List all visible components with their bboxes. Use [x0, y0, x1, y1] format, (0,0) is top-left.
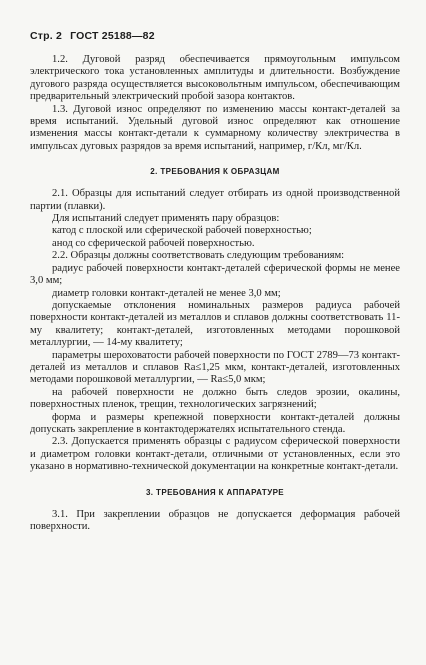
page-header	[30, 30, 400, 42]
paragraph-roughness: параметры шероховатости рабочей поверхности по ГОСТ 2789—73 контакт-деталей из металлов и сплавов Ra≤1,25 мкм, контакт-деталей, изготовленных методами порошковой металлургии, — Ra≤5,0 мкм;	[30, 349, 400, 386]
section-3-title: 3. ТРЕБОВАНИЯ К АППАРАТУРЕ	[145, 487, 285, 497]
paragraph-tolerances: допускаемые отклонения номинальных размеров радиуса рабочей поверхности контакт-деталей из металлов и сплавов должны соответствовать 11-му квалитету; контакт-деталей, изготовленных методами порошковой металлургии, — 14-му квалитету;	[30, 299, 400, 349]
paragraph-2-1: 2.1. Образцы для испытаний следует отбирать из одной производственной партии (плавки).	[30, 188, 400, 212]
page-number: Стр. 2	[30, 30, 63, 42]
standard-number: ГОСТ 25188—82	[70, 30, 155, 42]
section-2	[30, 188, 400, 473]
paragraph-pair-intro: Для испытаний следует применять пару образцов:	[52, 213, 280, 225]
paragraph-2-3: 2.3. Допускается применять образцы с радиусом сферической поверхности и диаметром головки контакт-детали, отличными от установленных, если это указано в нормативно-технической документации на конкретные контакт-детали.	[30, 436, 400, 473]
section-1	[30, 54, 400, 153]
paragraph-2-2: 2.2. Образцы должны соответствовать следующим требованиям:	[52, 250, 345, 262]
paragraph-3-1: 3.1. При закреплении образцов не допускается деформация рабочей поверхности.	[30, 508, 400, 532]
paragraph-mounting: форма и размеры крепежной поверхности контакт-деталей должны допускать закрепление в контактодержателях испытательного стенда.	[30, 411, 400, 435]
paragraph-cathode: катод с плоской или сферической рабочей поверхностью;	[52, 225, 312, 237]
paragraph-1-3: 1.3. Дуговой износ определяют по изменению массы контакт-деталей за время испытаний. Удельный дуговой износ определяют как отношение изменения массы контакт-детали к суммарному количеству электричества в импульсах дуговых разрядов за время испытаний, например, г/Кл, мг/Кл.	[30, 103, 400, 152]
paragraph-1-2: 1.2. Дуговой разряд обеспечивается прямоугольным импульсом электрического тока установленных амплитуды и длительности. Возбуждение дугового разряда осуществляется высоковольтным импульсом, обеспечивающим предварительный электрический пробой зазора контактов.	[30, 54, 400, 103]
section-3	[30, 509, 400, 534]
section-2-title: 2. ТРЕБОВАНИЯ К ОБРАЗЦАМ	[150, 167, 280, 177]
paragraph-radius: радиус рабочей поверхности контакт-деталей сферической формы не менее 3,0 мм;	[30, 262, 400, 287]
paragraph-diameter: диаметр головки контакт-деталей не менее 3,0 мм;	[52, 287, 281, 299]
paragraph-anode: анод со сферической рабочей поверхностью.	[52, 237, 255, 249]
paragraph-surface-defects: на рабочей поверхности не должно быть следов эрозии, окалины, поверхностных пленок, трещин, технологических загрязнений;	[30, 386, 400, 411]
